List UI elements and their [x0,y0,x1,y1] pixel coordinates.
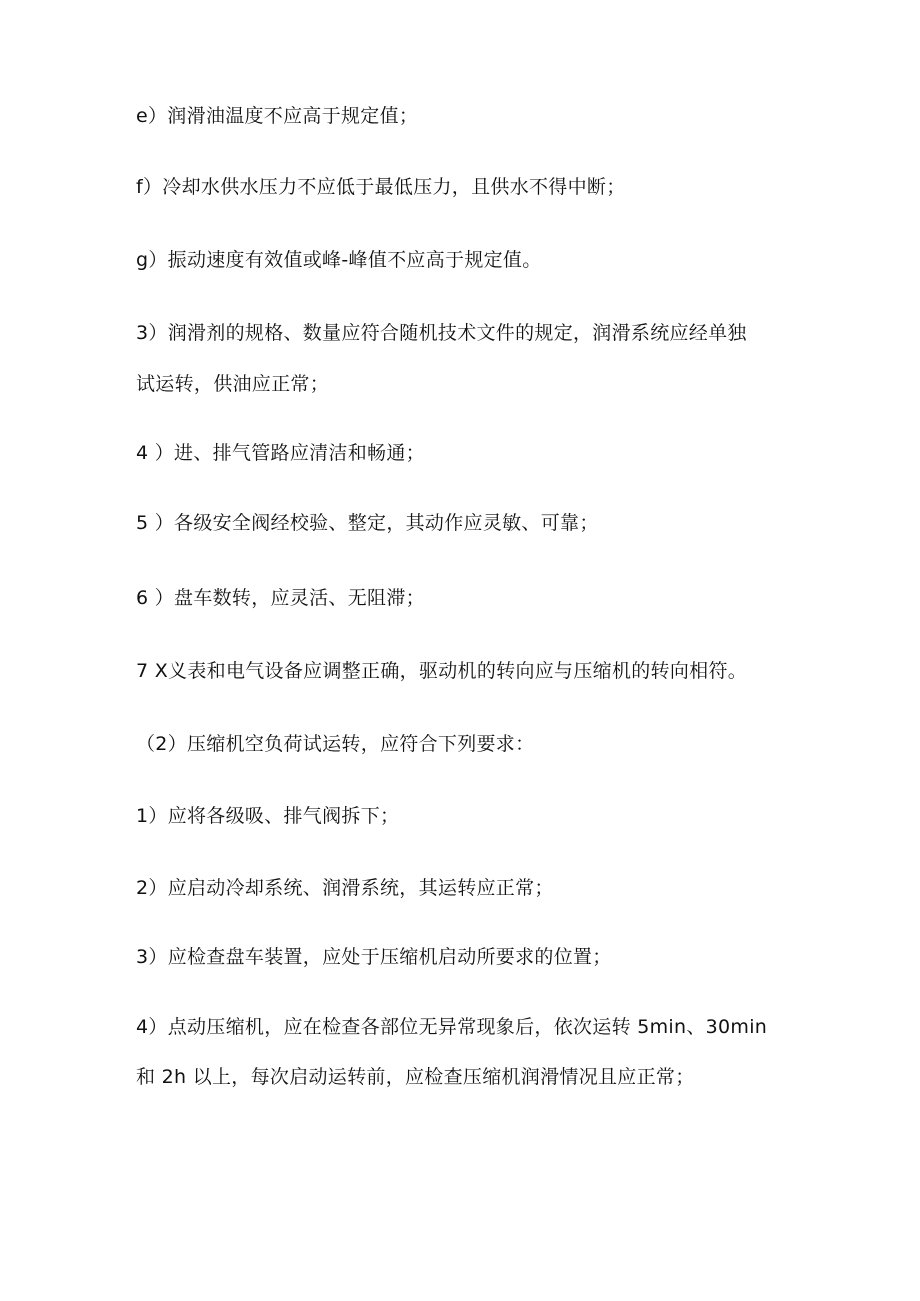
text-line-4: 4 ）进、排气管路应清洁和畅通； [136,442,425,464]
text-line-sub-4: 4）点动压缩机，应在检查各部位无异常现象后，依次运转 5min、30min [136,1016,768,1038]
text-line-3-continued: 试运转，供油应正常； [136,373,330,395]
text-line-3: 3）润滑剂的规格、数量应符合随机技术文件的规定，润滑系统应经单独 [136,322,747,344]
text-line-sub-1: 1）应将各级吸、排气阀拆下； [136,805,400,827]
text-line-g: g）振动速度有效值或峰-峰值不应高于规定值。 [136,249,542,271]
section-heading-2: （2）压缩机空负荷试运转，应符合下列要求： [136,733,535,755]
text-line-sub-2: 2）应启动冷却系统、润滑系统，其运转应正常； [136,877,554,899]
text-line-7: 7 X义表和电气设备应调整正确，驱动机的转向应与压缩机的转向相符。 [136,660,748,682]
text-line-sub-4-continued: 和 2h 以上，每次启动运转前，应检查压缩机润滑情况且应正常； [136,1066,695,1088]
text-line-6: 6 ）盘车数转，应灵活、无阻滞； [136,587,425,609]
text-line-f: f）冷却水供水压力不应低于最低压力，且供水不得中断； [136,176,626,198]
text-line-e: e）润滑油温度不应高于规定值； [136,105,419,127]
text-line-5: 5 ）各级安全阀经校验、整定，其动作应灵敏、可靠； [136,512,599,534]
text-line-sub-3: 3）应检查盘车装置，应处于压缩机启动所要求的位置； [136,946,612,968]
